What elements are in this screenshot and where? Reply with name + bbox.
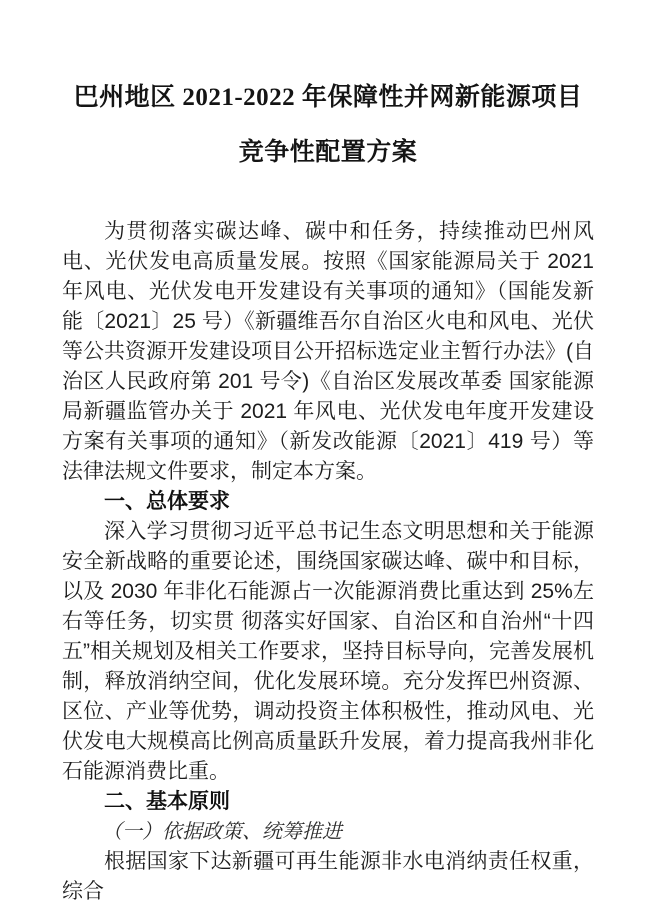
heading-section-2-basic-principles: 二、基本原则: [104, 790, 230, 813]
document-body: [62, 217, 594, 907]
paragraph-overall-requirements: 深入学习贯彻习近平总书记生态文明思想和关于能源安全新战略的重要论述，围绕国家碳达峰、碳中和目标，以及 2030 年非化石能源占一次能源消费比重达到 25%左右等任务，切实贯 彻落实好国家、自治区和自治州“十四五”相关规划及相关工作要求，坚持目标导向，完善发展机制，释放消纳空间，优化发展环境。充分发挥巴州资源、区位、产业等优势，调动投资主体积极性，推动风电、光伏发电大规模高比例高质量跃升发展，着力提高我州非化石能源消费比重。: [62, 520, 594, 783]
subheading-principle-1-policy-coordination: （一）依据政策、统筹推进: [102, 821, 342, 843]
paragraph-intro-legal-basis: 为贯彻落实碳达峰、碳中和任务，持续推动巴州风电、光伏发电高质量发展。按照《国家能源局关于 2021 年风电、光伏发电开发建设有关事项的通知》（国能发新能〔2021〕25 号）《新疆维吾尔自治区火电和风电、光伏等公共资源开发建设项目公开招标选定业主暂行办法》(自治区人民政府第 201 号令)《自治区发展改革委 国家能源局新疆监管办关于 2021 年风电、光伏发电年度开发建设方案有关事项的通知》（新发改能源〔2021〕419 号）等法律法规文件要求，制定本方案。: [62, 220, 594, 483]
title-line-2: 竞争性配置方案: [238, 139, 418, 166]
paragraph-principle-1-body: 根据国家下达新疆可再生能源非水电消纳责任权重，综合: [62, 850, 594, 903]
document-title: [62, 70, 594, 180]
title-line-1: 巴州地区 2021-2022 年保障性并网新能源项目: [73, 84, 583, 111]
heading-section-1-overall-requirements: 一、总体要求: [104, 490, 230, 513]
